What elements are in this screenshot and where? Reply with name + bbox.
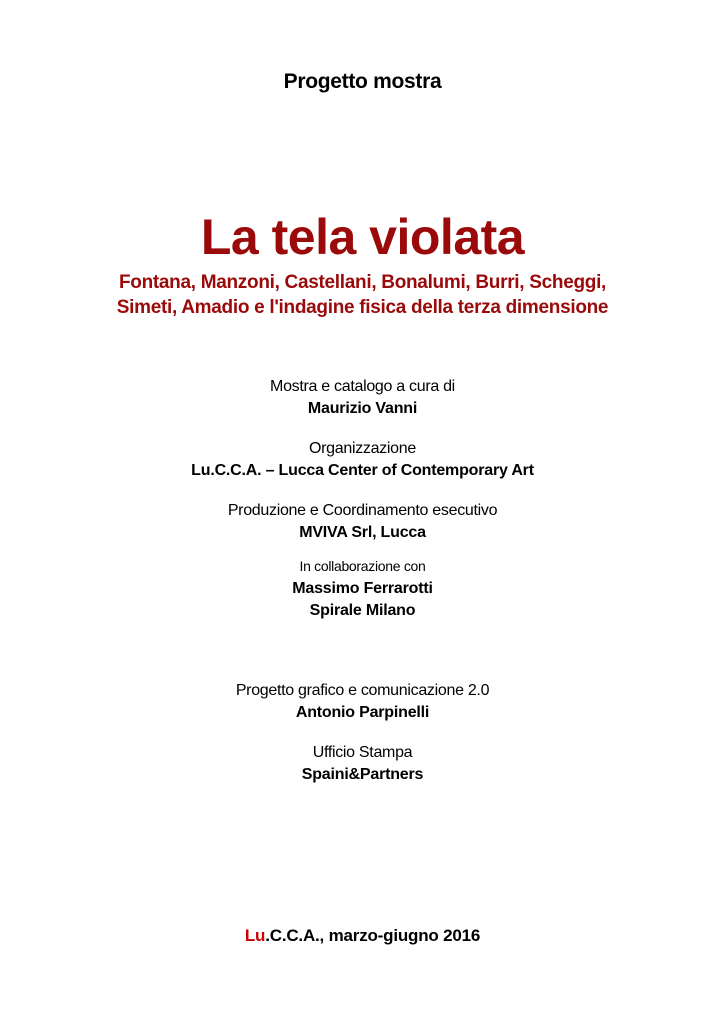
curator-label: Mostra e catalogo a cura di xyxy=(270,378,455,395)
exhibition-subtitle-line-2: Simeti, Amadio e l'indagine fisica della terza dimensione xyxy=(116,297,609,318)
footer-rest-text: .C.C.A., marzo-giugno 2016 xyxy=(265,926,481,945)
organization-name: Lu.C.C.A. – Lucca Center of Contemporary Art xyxy=(191,462,534,479)
exhibition-title: La tela violata xyxy=(200,209,525,265)
collaboration-name-2: Spirale Milano xyxy=(309,602,416,619)
curator-name: Maurizio Vanni xyxy=(307,400,418,417)
collaboration-name-1: Massimo Ferrarotti xyxy=(292,580,433,597)
press-office-name: Spaini&Partners xyxy=(301,766,424,783)
design-label: Progetto grafico e comunicazione 2.0 xyxy=(235,682,490,699)
production-name: MVIVA Srl, Lucca xyxy=(299,524,426,541)
organization-label: Organizzazione xyxy=(309,440,416,457)
exhibition-subtitle-line-1: Fontana, Manzoni, Castellani, Bonalumi, Burri, Scheggi, xyxy=(118,272,607,293)
footer-accent-text: Lu xyxy=(244,926,266,945)
collaboration-label: In collaborazione con xyxy=(299,558,426,574)
press-office-label: Ufficio Stampa xyxy=(312,744,413,761)
document-heading: Progetto mostra xyxy=(283,70,442,93)
design-name: Antonio Parpinelli xyxy=(295,704,430,721)
footer-venue-date xyxy=(0,926,725,946)
production-label: Produzione e Coordinamento esecutivo xyxy=(227,502,498,519)
